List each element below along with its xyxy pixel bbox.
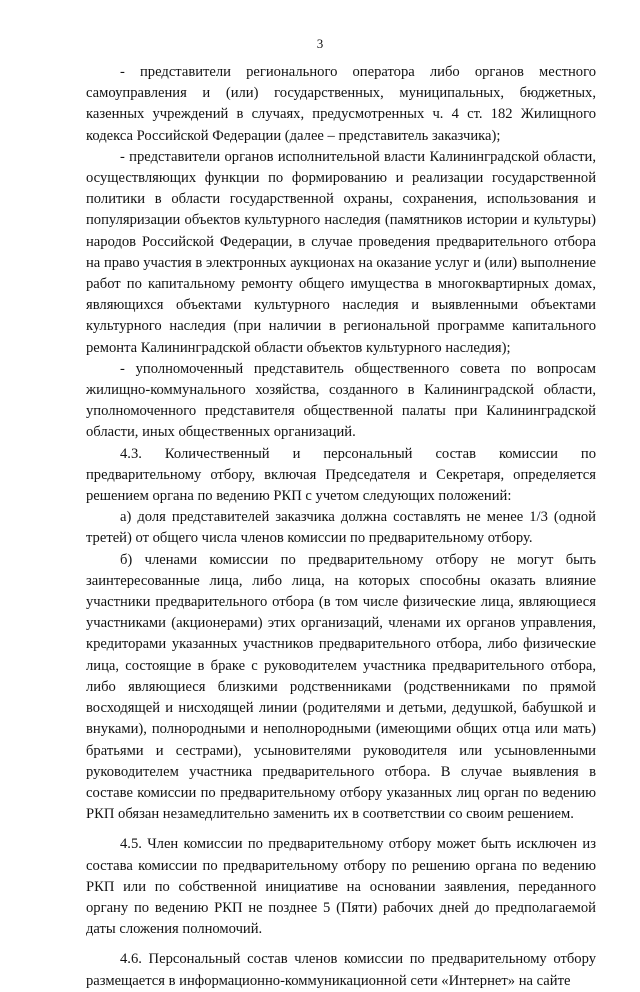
- paragraph-4-3-commission-composition: 4.3. Количественный и персональный состав комиссии по предварительному отбору, включая Председателя и Секретаря, определяется решением органа по ведению РКП с учетом следующих положений:: [86, 445, 596, 505]
- paragraph-4-5-member-exclusion: 4.5. Член комиссии по предварительному отбору может быть исключен из состава комиссии по предварительному отбору по решению органа по ведению РКП или по собственной инициативе на основании заявления, переданного органу по ведению РКП не позднее 5 (Пяти) рабочих дней до предполагаемой даты сложения полномочий.: [86, 836, 596, 938]
- paragraph-regional-operator-representatives: - представители регионального оператора либо органов местного самоуправления и (или) государственных, муниципальных, бюджетных, казенных учреждений в случаях, предусмотренных ч. 4 ст. 182 Жилищного кодекса Российской Федерации (далее – представитель заказчика);: [86, 64, 596, 144]
- paragraph-executive-authority-representatives: - представители органов исполнительной власти Калининградской области, осуществляющих функции по формированию и реализации государственной политики в области государственной охраны, сохранения, использования и популяризации объектов культурного наследия (памятников истории и культуры) народов Российской Федерации, в случае проведения предварительного отбора на право участия в электронных аукционах на оказание услуг и (или) выполнение работ по капитальному ремонту общего имущества в многоквартирных домах, являющихся объектами культурного наследия и выявленными объектами культурного наследия (при наличии в региональной программе капитального ремонта Калининградской области объектов культурного наследия);: [86, 148, 596, 356]
- paragraph-4-3-b-interested-persons: б) членами комиссии по предварительному отбору не могут быть заинтересованные лица, либо лица, на которых способны оказать влияние участники предварительного отбора (в том числе физические лица, являющиеся участниками (акционерами) этих организаций, членами их органов управления, кредиторами указанных участников предварительного отбора, либо физические лица, состоящие в браке с руководителем участника предварительного отбора, либо являющиеся близкими родственниками (родственниками по прямой восходящей и нисходящей линии (родителями и детьми, дедушкой, бабушкой и внуками), полнородными и неполнородными (имеющими общих отца или мать) братьями и сестрами), усыновителями руководителя или усыновленными руководителем участника предварительного отбора. В случае выявления в составе комиссии по предварительному отбору указанных лиц орган по ведению РКП обязан незамедлительно заменить их в соответствии со своим решением.: [86, 551, 596, 823]
- paragraph-4-6-publication: 4.6. Персональный состав членов комиссии по предварительному отбору размещается в информационно-коммуникационной сети «Интернет» на сайте: [86, 951, 596, 989]
- document-body: [86, 62, 596, 992]
- paragraph-public-council-representative: - уполномоченный представитель общественного совета по вопросам жилищно-коммунального хозяйства, созданного в Калининградской области, уполномоченного представителя общественной палаты при Калининградской области, иных общественных организаций.: [86, 360, 596, 441]
- page-number: 3: [316, 36, 324, 51]
- paragraph-4-3-a-customer-share: а) доля представителей заказчика должна составлять не менее 1/3 (одной третей) от общего числа членов комиссии по предварительному отбору.: [86, 509, 596, 547]
